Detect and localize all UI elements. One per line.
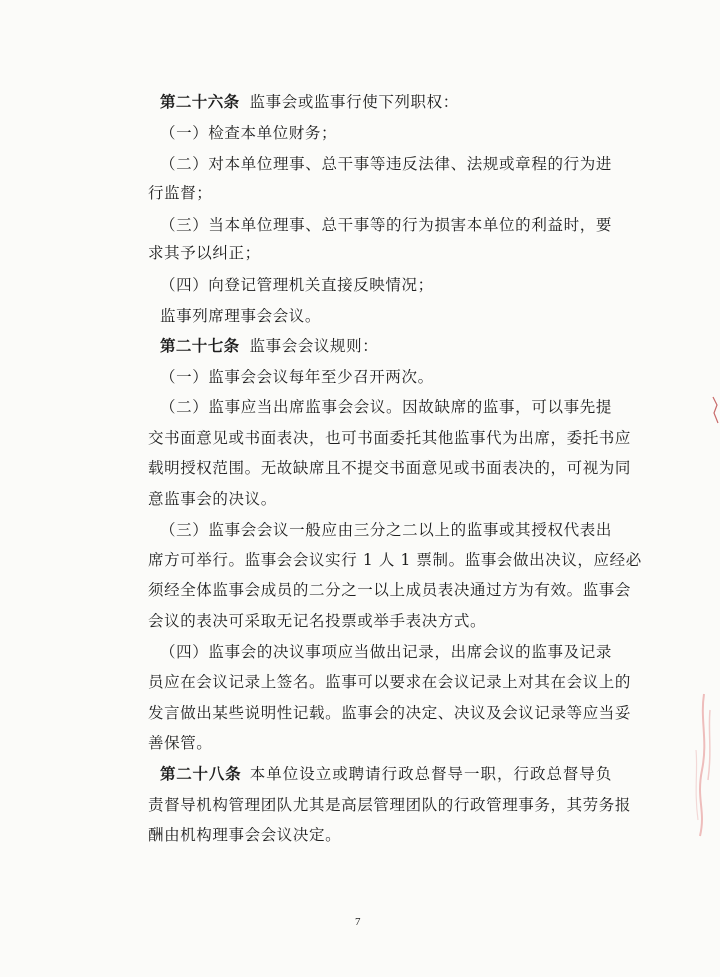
page-number: 7 (355, 916, 361, 928)
art27-item2-line4: 意监事会的决议。 (148, 490, 277, 508)
scan-edge-mark (710, 395, 720, 425)
art27-item4-line2: 员应在会议记录上签名。监事可以要求在会议记录上对其在会议上的 (148, 673, 632, 691)
art27-title-line (160, 336, 378, 356)
art26-item1: （一）检查本单位财务； (160, 124, 338, 142)
art27-heading: 第二十七条 (160, 336, 240, 355)
art27-item2-line3: 载明授权范围。无故缺席且不提交书面意见或书面表决的，可视为同 (148, 459, 632, 477)
art26-item2-line2: 行监督； (148, 184, 213, 202)
art28-line2: 责督导机构管理团队尤其是高层管理团队的行政管理事务，其劳务报 (148, 796, 632, 814)
art27-item4-line4: 善保管。 (148, 734, 213, 752)
art26-item3-line1: （三）当本单位理事、总干事等的行为损害本单位的利益时，要 (160, 216, 612, 234)
art28-line1 (160, 764, 612, 784)
bleed-through-stamp (686, 690, 718, 840)
art26-closing: 监事列席理事会会议。 (160, 307, 322, 325)
art27-item1: （一）监事会会议每年至少召开两次。 (160, 368, 434, 386)
art27-intro: 监事会会议规则： (249, 337, 379, 355)
art26-heading: 第二十六条 (160, 92, 240, 111)
art28-text-line1: 本单位设立或聘请行政总督导一职，行政总督导负 (249, 765, 612, 783)
art28-heading: 第二十八条 (160, 764, 242, 783)
art26-item4: （四）向登记管理机关直接反映情况； (160, 276, 434, 294)
art26-title-line (160, 92, 459, 112)
art27-item3-line3: 须经全体监事会成员的二分之一以上成员表决通过方为有效。监事会 (148, 581, 632, 599)
art27-item4-line3: 发言做出某些说明性记载。监事会的决定、决议及会议记录等应当妥 (148, 704, 632, 722)
art27-item3-line2: 席方可举行。监事会会议实行 1 人 1 票制。监事会做出决议，应经必 (148, 551, 642, 569)
art26-intro: 监事会或监事行使下列职权： (249, 93, 459, 111)
art27-item3-line4: 会议的表决可采取无记名投票或举手表决方式。 (148, 612, 487, 630)
art28-line3: 酬由机构理事会会议决定。 (148, 826, 342, 844)
art26-item2-line1: （二）对本单位理事、总干事等违反法律、法规或章程的行为进 (160, 155, 612, 173)
art27-item2-line2: 交书面意见或书面表决，也可书面委托其他监事代为出席，委托书应 (148, 429, 632, 447)
art26-item3-line2: 求其予以纠正； (148, 244, 261, 262)
art27-item4-line1: （四）监事会的决议事项应当做出记录，出席会议的监事及记录 (160, 643, 612, 661)
art27-item2-line1: （二）监事应当出席监事会会议。因故缺席的监事，可以事先提 (160, 398, 612, 416)
art27-item3-line1: （三）监事会会议一般应由三分之二以上的监事或其授权代表出 (160, 521, 612, 539)
